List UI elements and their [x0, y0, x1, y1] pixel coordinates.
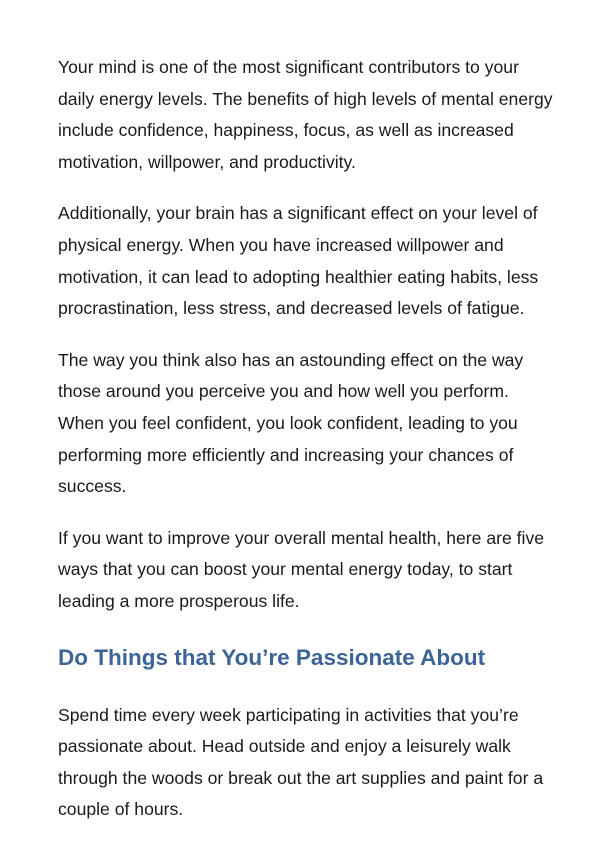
paragraph-passion: Spend time every week participating in activities that you’re passionate about. Head outside and enjoy a leisurely walk through the woods or break out the art supplies and paint for a couple of hours. [58, 704, 544, 820]
paragraph-perception: The way you think also has an astounding effect on the way those around you perceive you and how well you perform. When you feel confident, you look confident, leading to you performing more efficiently and increasing your chances of success. [58, 349, 524, 497]
paragraph-five-ways: If you want to improve your overall mental health, here are five ways that you can boost your mental energy today, to start leading a more prosperous life. [58, 527, 545, 611]
section-heading: Do Things that You’re Passionate About [58, 644, 486, 670]
paragraph-mind-energy: Your mind is one of the most significant contributors to your daily energy levels. The benefits of high levels of mental energy include confidence, happiness, focus, as well as increased motivation, willpower, and productivity. [58, 57, 553, 172]
document-body [58, 52, 558, 846]
paragraph-physical-energy: Additionally, your brain has a significant effect on your level of physical energy. When you have increased willpower and motivation, it can lead to adopting healthier eating habits, less procrastination, less stress, and decreased levels of fatigue. [58, 203, 539, 319]
